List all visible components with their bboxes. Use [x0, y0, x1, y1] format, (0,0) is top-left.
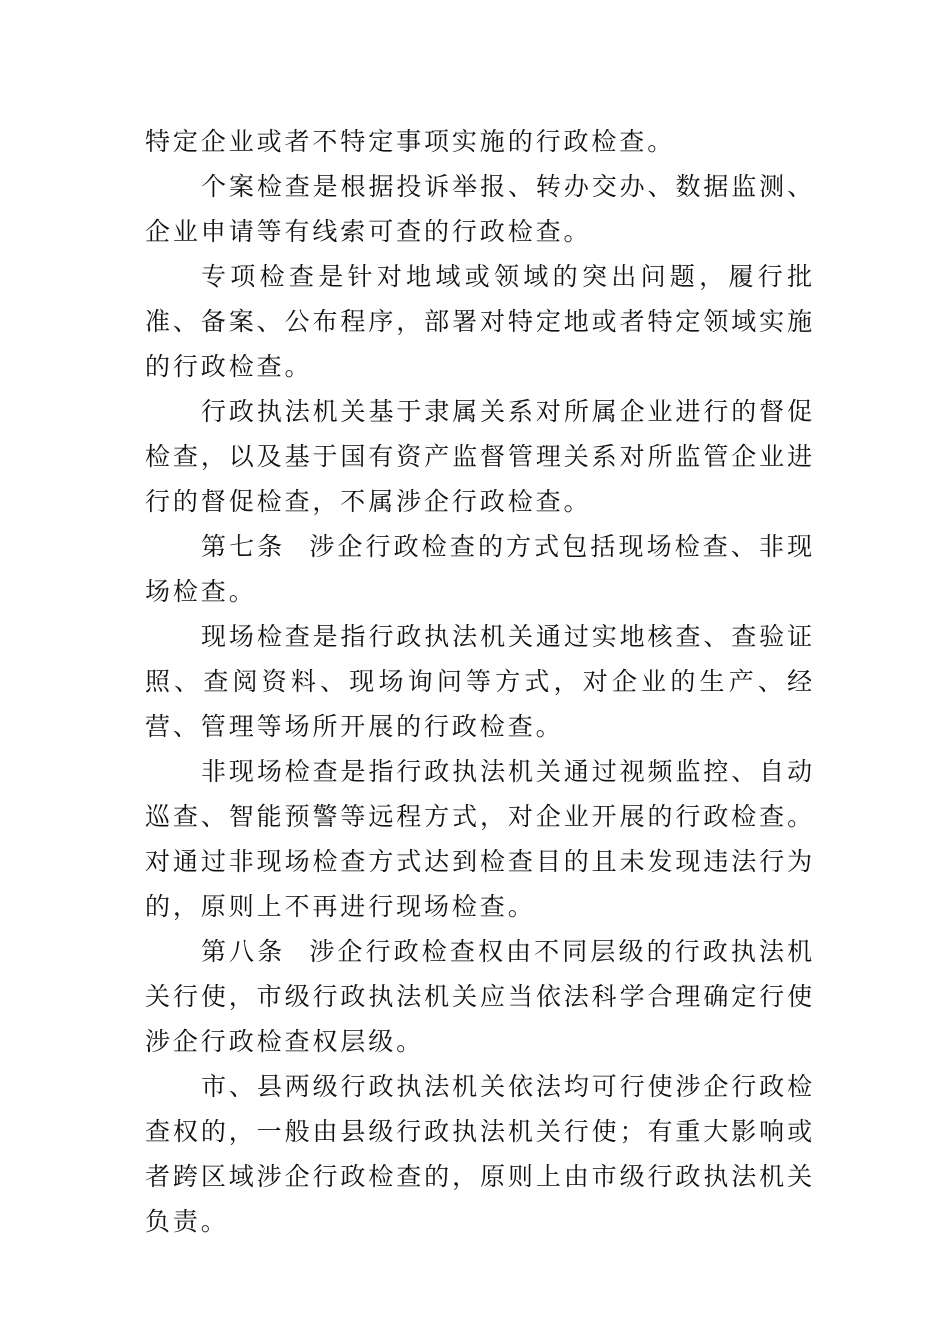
document-body	[145, 119, 815, 1244]
paragraph-supervision-exclusion: 行政执法机关基于隶属关系对所属企业进行的督促检查，以及基于国有资产监督管理关系对所监管企业进行的督促检查，不属涉企行政检查。	[145, 397, 815, 516]
paragraph-onsite-inspection: 现场检查是指行政执法机关通过实地核查、查验证照、查阅资料、现场询问等方式，对企业的生产、经营、管理等场所开展的行政检查。	[145, 622, 815, 741]
article-8-text: 涉企行政检查权由不同层级的行政执法机关行使，市级行政执法机关应当依法科学合理确定行使涉企行政检查权层级。	[145, 937, 816, 1056]
article-8	[145, 929, 815, 1064]
article-7	[145, 524, 815, 614]
paragraph-case-inspection: 个案检查是根据投诉举报、转办交办、数据监测、企业申请等有线索可查的行政检查。	[145, 172, 815, 246]
article-7-number: 第七条	[201, 532, 286, 561]
paragraph-offsite-inspection: 非现场检查是指行政执法机关通过视频监控、自动巡查、智能预警等远程方式，对企业开展的行政检查。对通过非现场检查方式达到检查目的且未发现违法行为的，原则上不再进行现场检查。	[145, 757, 815, 921]
paragraph-special-inspection: 专项检查是针对地域或领域的突出问题，履行批准、备案、公布程序，部署对特定地或者特定领域实施的行政检查。	[145, 262, 815, 381]
paragraph-continuation: 特定企业或者不特定事项实施的行政检查。	[145, 127, 676, 156]
article-8-number: 第八条	[201, 937, 286, 966]
paragraph-jurisdiction: 市、县两级行政执法机关依法均可行使涉企行政检查权的，一般由县级行政执法机关行使；有重大影响或者跨区域涉企行政检查的，原则上由市级行政执法机关负责。	[145, 1072, 815, 1236]
article-7-text: 涉企行政检查的方式包括现场检查、非现场检查。	[145, 532, 816, 606]
